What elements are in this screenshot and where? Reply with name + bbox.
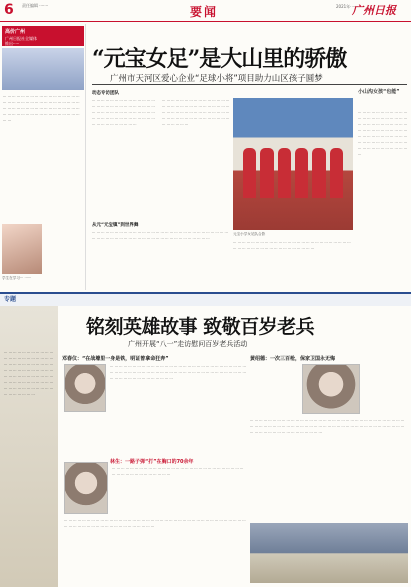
main-headline: “元宝女足”是大山里的骄傲: [92, 46, 347, 72]
left-photo-caption: 学生在学习··· ······: [2, 276, 32, 280]
article-column: ··· ··· ··· ··· ··· ··· ··· ··· ··· ··· ··· ··· ··· ··· ··· ··· ··· ··· ··· ··· ··· ··· ··· ··· ··· ··· ··· ··· ··· ··· ··· ··· ··· ··· ··· ··· ··· ··· ··· ··· ··· ··· ··· ··· ··· ··· ··· ··· ··· ··· ··· ··· ··· ··· ··· ··· ··· ··· ··· ··· ··· ··· ··· ··· ··· ··· ··· ··· ··· ··· ··· ··· ··· ··· ··· ··· ··· ··· ··· ··· ··· ··· ··· ···: [250, 419, 405, 435]
left-banner-line: 广州日报社全媒体: [5, 36, 37, 41]
left-banner-title: 高价广州: [5, 29, 26, 35]
article-column: ··· ··· ··· ··· ··· ··· ··· ··· ··· ··· ··· ··· ··· ··· ··· ··· ··· ··· ··· ··· ··· ··· ··· ··· ··· ··· ··· ··· ··· ··· ··· ··· ··· ··· ··· ··· ··· ··· ··· ··· ··· ··· ··· ··· ··· ··· ··· ··· ··· ··· ··· ··· ··· ··· ··· ··· ··· ··· ··· ··· ··· ··· ··· ··· ··· ···: [162, 99, 230, 127]
great-wall-photo: [250, 523, 408, 583]
side-body: ··· ··· ··· ··· ··· ··· ··· ··· ··· ··· ··· ··· ··· ··· ··· ··· ··· ··· ··· ··· ··· ··· ··· ··· ··· ··· ··· ··· ··· ··· ··· ··· ··· ··· ··· ··· ··· ··· ··· ··· ··· ··· ··· ··· ··· ··· ··· ··· ··· ··· ··· ··· ··· ··· ··· ··· ··· ··· ··· ··· ··· ··· ··· ··· ··· ··· ··· ··· ··· ··· ··· ··· ··· ··· ··· ··· ··· ···: [358, 111, 408, 157]
section-title: 要闻: [190, 5, 219, 19]
editor-info: 责任编辑 ·······: [22, 3, 49, 8]
special-section-bar: [0, 292, 411, 306]
paper-date: 2021年······: [336, 4, 358, 9]
special-label: 专题: [4, 296, 17, 303]
article-tag: 动态专访团队: [92, 91, 119, 96]
veteran-portrait: [64, 462, 108, 514]
article-column: ··· ··· ··· ··· ··· ··· ··· ··· ··· ··· ··· ··· ··· ··· ··· ··· ··· ··· ··· ··· ··· ··· ··· ··· ··· ··· ··· ··· ··· ··· ··· ··· ··· ··· ··· ··· ··· ··· ··· ··· ··· ··· ··· ···: [233, 241, 351, 251]
special-left-text: ··· ··· ··· ··· ··· ··· ··· ··· ··· ··· ··· ··· ··· ··· ··· ··· ··· ··· ··· ··· ··· ··· ··· ··· ··· ··· ··· ··· ··· ··· ··· ··· ··· ··· ··· ··· ··· ··· ··· ··· ··· ··· ··· ··· ··· ··· ··· ··· ··· ··· ··· ··· ··· ··· ··· ··· ··· ··· ··· ··· ··· ··· ··· ··· ··· ··· ··· ··· ··· ··· ··· ··· ··· ··· ··· ··· ··· ··· ··· ··· ··· ··· ··· ···: [4, 351, 54, 397]
article-column: ··· ··· ··· ··· ··· ··· ··· ··· ··· ··· ··· ··· ··· ··· ··· ··· ··· ··· ··· ··· ··· ··· ··· ··· ··· ··· ··· ··· ··· ··· ··· ··· ··· ··· ··· ··· ··· ··· ··· ··· ··· ··· ··· ··· ··· ··· ··· ··· ··· ··· ··· ··· ··· ··· ··· ··· ··· ··· ··· ··· ··· ··· ··· ··· ··· ···: [92, 99, 155, 127]
left-photo: [2, 224, 42, 274]
article-column: ··· ··· ··· ··· ··· ··· ··· ··· ··· ··· ··· ··· ··· ··· ··· ··· ··· ··· ··· ··· ··· ··· ··· ··· ··· ··· ··· ··· ··· ··· ··· ··· ··· ··· ··· ··· ··· ··· ··· ··· ··· ··· ··· ··· ··· ··· ··· ··· ··· ··· ··· ··· ··· ··· ··· ··· ··· ··· ··· ···: [64, 519, 246, 529]
special-headline: 铭刻英雄故事 致敬百岁老兵: [86, 316, 315, 338]
left-image: [2, 48, 84, 90]
sub-section-title: 林生：一路子弹“打”在胸口的70余年: [110, 459, 194, 465]
side-title: 小山沟女孩“也能”: [358, 89, 400, 95]
masthead: [0, 0, 411, 22]
veteran-portrait: [64, 364, 106, 412]
newspaper-logo: 广州日报: [352, 4, 396, 17]
article-column: ··· ··· ··· ··· ··· ··· ··· ··· ··· ··· ··· ··· ··· ··· ··· ··· ··· ··· ··· ··· ··· ··· ··· ··· ··· ··· ··· ··· ··· ··· ··· ··· ··· ··· ··· ··· ··· ··· ··· ··· ··· ··· ··· ··· ··· ··· ··· ··· ··· ··· ··· ··· ··· ··· ··· ··· ··· ··· ··· ··· ··· ··· ··· ··· ··· ··· ··· ··· ··· ··· ··· ··· ··· ···: [110, 365, 246, 381]
article-column: ··· ··· ··· ··· ··· ··· ··· ··· ··· ··· ··· ··· ··· ··· ··· ··· ··· ··· ··· ··· ··· ··· ··· ··· ··· ··· ··· ··· ··· ··· ··· ··· ··· ··· ··· ··· ··· ··· ··· ··· ··· ··· ··· ··· ··· ··· ··· ··· ··· ··· ··· ··· ··· ··· ··· ···: [92, 231, 228, 241]
main-subhead: 广州市天河区爱心企业“足球小将”项目助力山区孩子圆梦: [110, 74, 323, 84]
divider: [92, 84, 407, 85]
hero-photo: [233, 98, 353, 230]
hero-caption: 元宝小学女足队合影: [233, 232, 266, 236]
left-banner: [2, 26, 84, 46]
left-banner-line: 推出·····: [5, 41, 20, 46]
left-column: [0, 24, 86, 290]
page-number: 6: [4, 2, 14, 18]
veteran-portrait: [302, 364, 360, 414]
special-subhead: 广州开展“八一”走访慰问百岁老兵活动: [128, 340, 248, 348]
players-figures: [243, 138, 343, 198]
sub-section-title: 邓春仪：“在战壕里一身是铁，明证曾拿命狂奔”: [62, 356, 169, 362]
article-column: ··· ··· ··· ··· ··· ··· ··· ··· ··· ··· ··· ··· ··· ··· ··· ··· ··· ··· ··· ··· ··· ··· ··· ··· ··· ··· ··· ··· ··· ··· ··· ··· ··· ··· ··· ··· ··· ··· ··· ··· ··· ···: [112, 467, 244, 477]
sub-section-title: 黄绍德：一次三百枪，保家卫国永无悔: [250, 356, 336, 362]
article-tag: 从元“元宝镇”到世界舞: [92, 223, 139, 228]
left-body-text: ··· ··· ··· ··· ··· ··· ··· ··· ··· ··· ··· ··· ··· ··· ··· ··· ··· ··· ··· ··· ··· ··· ··· ··· ··· ··· ··· ··· ··· ··· ··· ··· ··· ··· ··· ··· ··· ··· ··· ··· ··· ··· ··· ··· ··· ··· ··· ··· ··· ··· ··· ··· ··· ··· ··· ··· ··· ··· ··· ··· ··· ··· ··· ··· ··· ··· ··· ··· ··· ···: [3, 95, 80, 123]
